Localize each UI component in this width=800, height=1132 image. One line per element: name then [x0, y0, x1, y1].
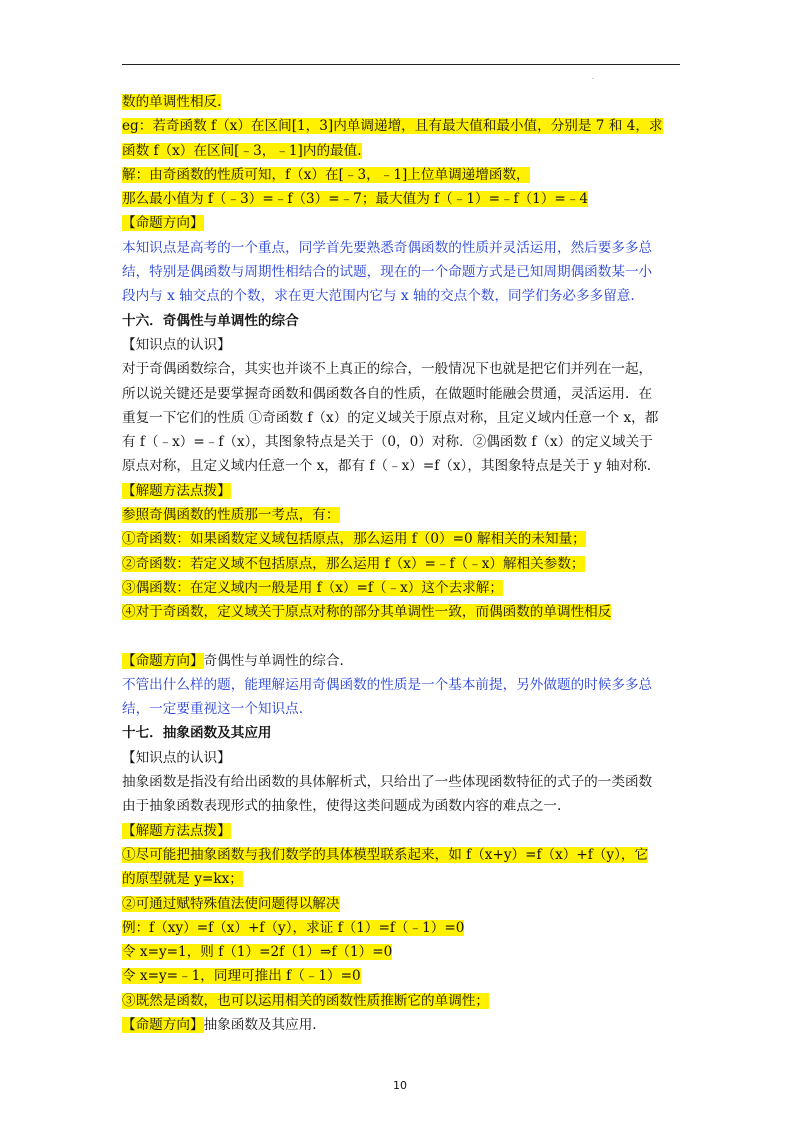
- knowledge-label: 【知识点的认识】: [122, 336, 231, 353]
- solution-line: 解：由奇函数的性质可知，f（x）在[﹣3，﹣1]上位单调递增函数，: [122, 166, 530, 183]
- section-heading-16: 十六．奇偶性与单调性的综合: [122, 312, 299, 329]
- direction-label: 【命题方向】: [122, 652, 204, 669]
- method-line: ②可通过赋特殊值法使问题得以解决: [122, 895, 340, 912]
- page-content: [122, 90, 682, 1037]
- example-line: eg：若奇函数 f（x）在区间[1，3]内单调递增，且有最大值和最小值，分别是 7 和 4，求: [122, 118, 663, 135]
- knowledge-label: 【知识点的认识】: [122, 749, 231, 766]
- paragraph-line: 对于奇偶函数综合，其实也并谈不上真正的综合，一般情况下也就是把它们并列在一起，: [122, 361, 653, 378]
- direction-label: 【命题方向】: [122, 1016, 204, 1033]
- direction-text: 本知识点是高考的一个重点，同学首先要熟悉奇偶函数的性质并灵活运用，然后要多多总: [122, 239, 653, 256]
- paragraph-line: 所以说关键还是要掌握奇函数和偶函数各自的性质，在做题时能融会贯通，灵活运用．在: [122, 385, 653, 402]
- example-line: 函数 f（x）在区间[﹣3，﹣1]内的最值.: [122, 142, 362, 159]
- method-line: 令 x=y=﹣1，同理可推出 f（﹣1）=0: [122, 968, 361, 985]
- direction-summary: 奇偶性与单调性的综合.: [203, 652, 344, 669]
- method-line: 的原型就是 y=kx；: [122, 871, 243, 888]
- header-rule: [122, 64, 680, 65]
- method-line: ③既然是函数，也可以运用相关的函数性质推断它的单调性；: [122, 992, 490, 1009]
- method-line: 例：f（xy）=f（x）+f（y），求证 f（1）=f（﹣1）=0: [122, 919, 465, 936]
- direction-summary: 抽象函数及其应用.: [203, 1016, 317, 1033]
- method-line: ①尽可能把抽象函数与我们数学的具体模型联系起来，如 f（x+y）=f（x）+f（y），它: [122, 846, 649, 863]
- method-label: 【解题方法点拨】: [122, 482, 231, 499]
- text-line: 数的单调性相反.: [122, 94, 222, 110]
- paragraph-line: 抽象函数是指没有给出函数的具体解析式，只给出了一些体现函数特征的式子的一类函数: [122, 774, 653, 791]
- paragraph-line: 原点对称，且定义域内任意一个 x，都有 f（﹣x）=f（x），其图象特点是关于 y 轴对称.: [122, 458, 652, 475]
- method-label: 【解题方法点拨】: [122, 822, 231, 839]
- direction-text: 结，一定要重视这一个知识点.: [122, 701, 304, 718]
- solution-line: 那么最小值为 f（﹣3）=﹣f（3）=﹣7；最大值为 f（﹣1）=﹣f（1）=﹣4: [122, 191, 589, 208]
- method-line: 参照奇偶函数的性质那一考点，有：: [122, 507, 340, 524]
- direction-label: 【命题方向】: [122, 215, 204, 232]
- method-line: ②奇函数：若定义域不包括原点，那么运用 f（x）=﹣f（﹣x）解相关参数；: [122, 555, 585, 572]
- section-heading-17: 十七．抽象函数及其应用: [122, 725, 272, 742]
- header-mark: .: [592, 74, 594, 81]
- paragraph-line: 由于抽象函数表现形式的抽象性，使得这类问题成为函数内容的难点之一.: [122, 798, 562, 815]
- method-line: ④对于奇函数，定义域关于原点对称的部分其单调性一致，而偶函数的单调性相反: [122, 604, 612, 621]
- paragraph-line: 有 f（﹣x）=﹣f（x），其图象特点是关于（0，0）对称．②偶函数 f（x）的定义域关于: [122, 434, 653, 451]
- paragraph-line: 重复一下它们的性质 ①奇函数 f（x）的定义域关于原点对称，且定义域内任意一个 x，都: [122, 409, 659, 426]
- direction-text: 不管出什么样的题，能理解运用奇偶函数的性质是一个基本前提，另外做题的时候多多总: [122, 676, 653, 693]
- method-line: 令 x=y=1，则 f（1）=2f（1）⇒f（1）=0: [122, 944, 393, 961]
- method-line: ③偶函数：在定义域内一般是用 f（x）=f（﹣x）这个去求解；: [122, 579, 503, 596]
- page-number: 10: [393, 1079, 407, 1092]
- direction-text: 结，特别是偶函数与周期性相结合的试题，现在的一个命题方式是已知周期偶函数某一小: [122, 264, 653, 281]
- method-line: ①奇函数：如果函数定义域包括原点，那么运用 f（0）=0 解相关的未知量；: [122, 531, 586, 548]
- direction-text: 段内与 x 轴交点的个数，求在更大范围内它与 x 轴的交点个数，同学们务必多多留意.: [122, 288, 635, 305]
